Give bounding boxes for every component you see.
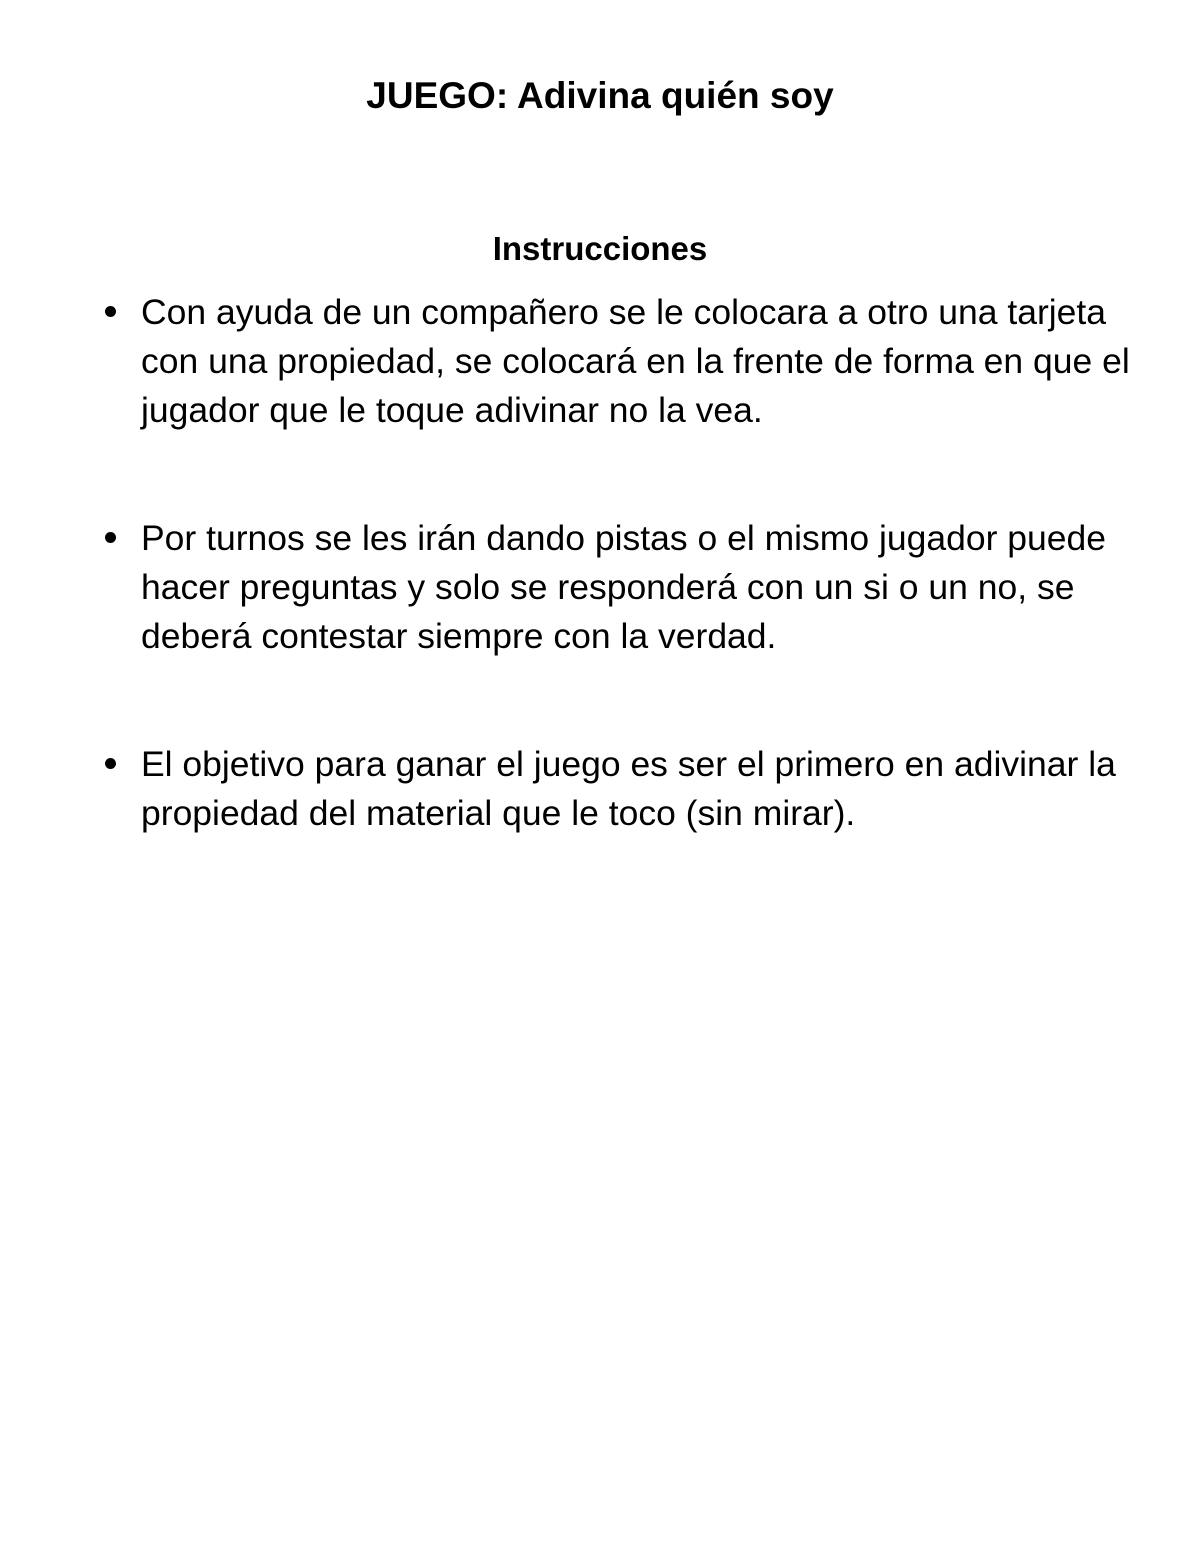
- instruction-text: Con ayuda de un compañero se le colocara a otro una tarjeta con una propiedad, se colocará en la frente de forma en que el jugador que le toque adivinar no la vea.: [141, 292, 1130, 430]
- page-title: JUEGO: Adivina quién soy: [366, 75, 834, 116]
- bullet-icon: [105, 758, 116, 769]
- list-item: [141, 288, 1141, 435]
- list-item: [141, 514, 1141, 661]
- section-heading: Instrucciones: [492, 230, 708, 267]
- bullet-icon: [105, 532, 116, 543]
- list-item: [141, 740, 1141, 838]
- instruction-text: El objetivo para ganar el juego es ser el primero en adivinar la propiedad del material que le toco (sin mirar).: [141, 744, 1116, 833]
- bullet-icon: [105, 306, 116, 317]
- instruction-text: Por turnos se les irán dando pistas o el mismo jugador puede hacer preguntas y solo se responderá con un si o un no, se deberá contestar siempre con la verdad.: [141, 518, 1106, 656]
